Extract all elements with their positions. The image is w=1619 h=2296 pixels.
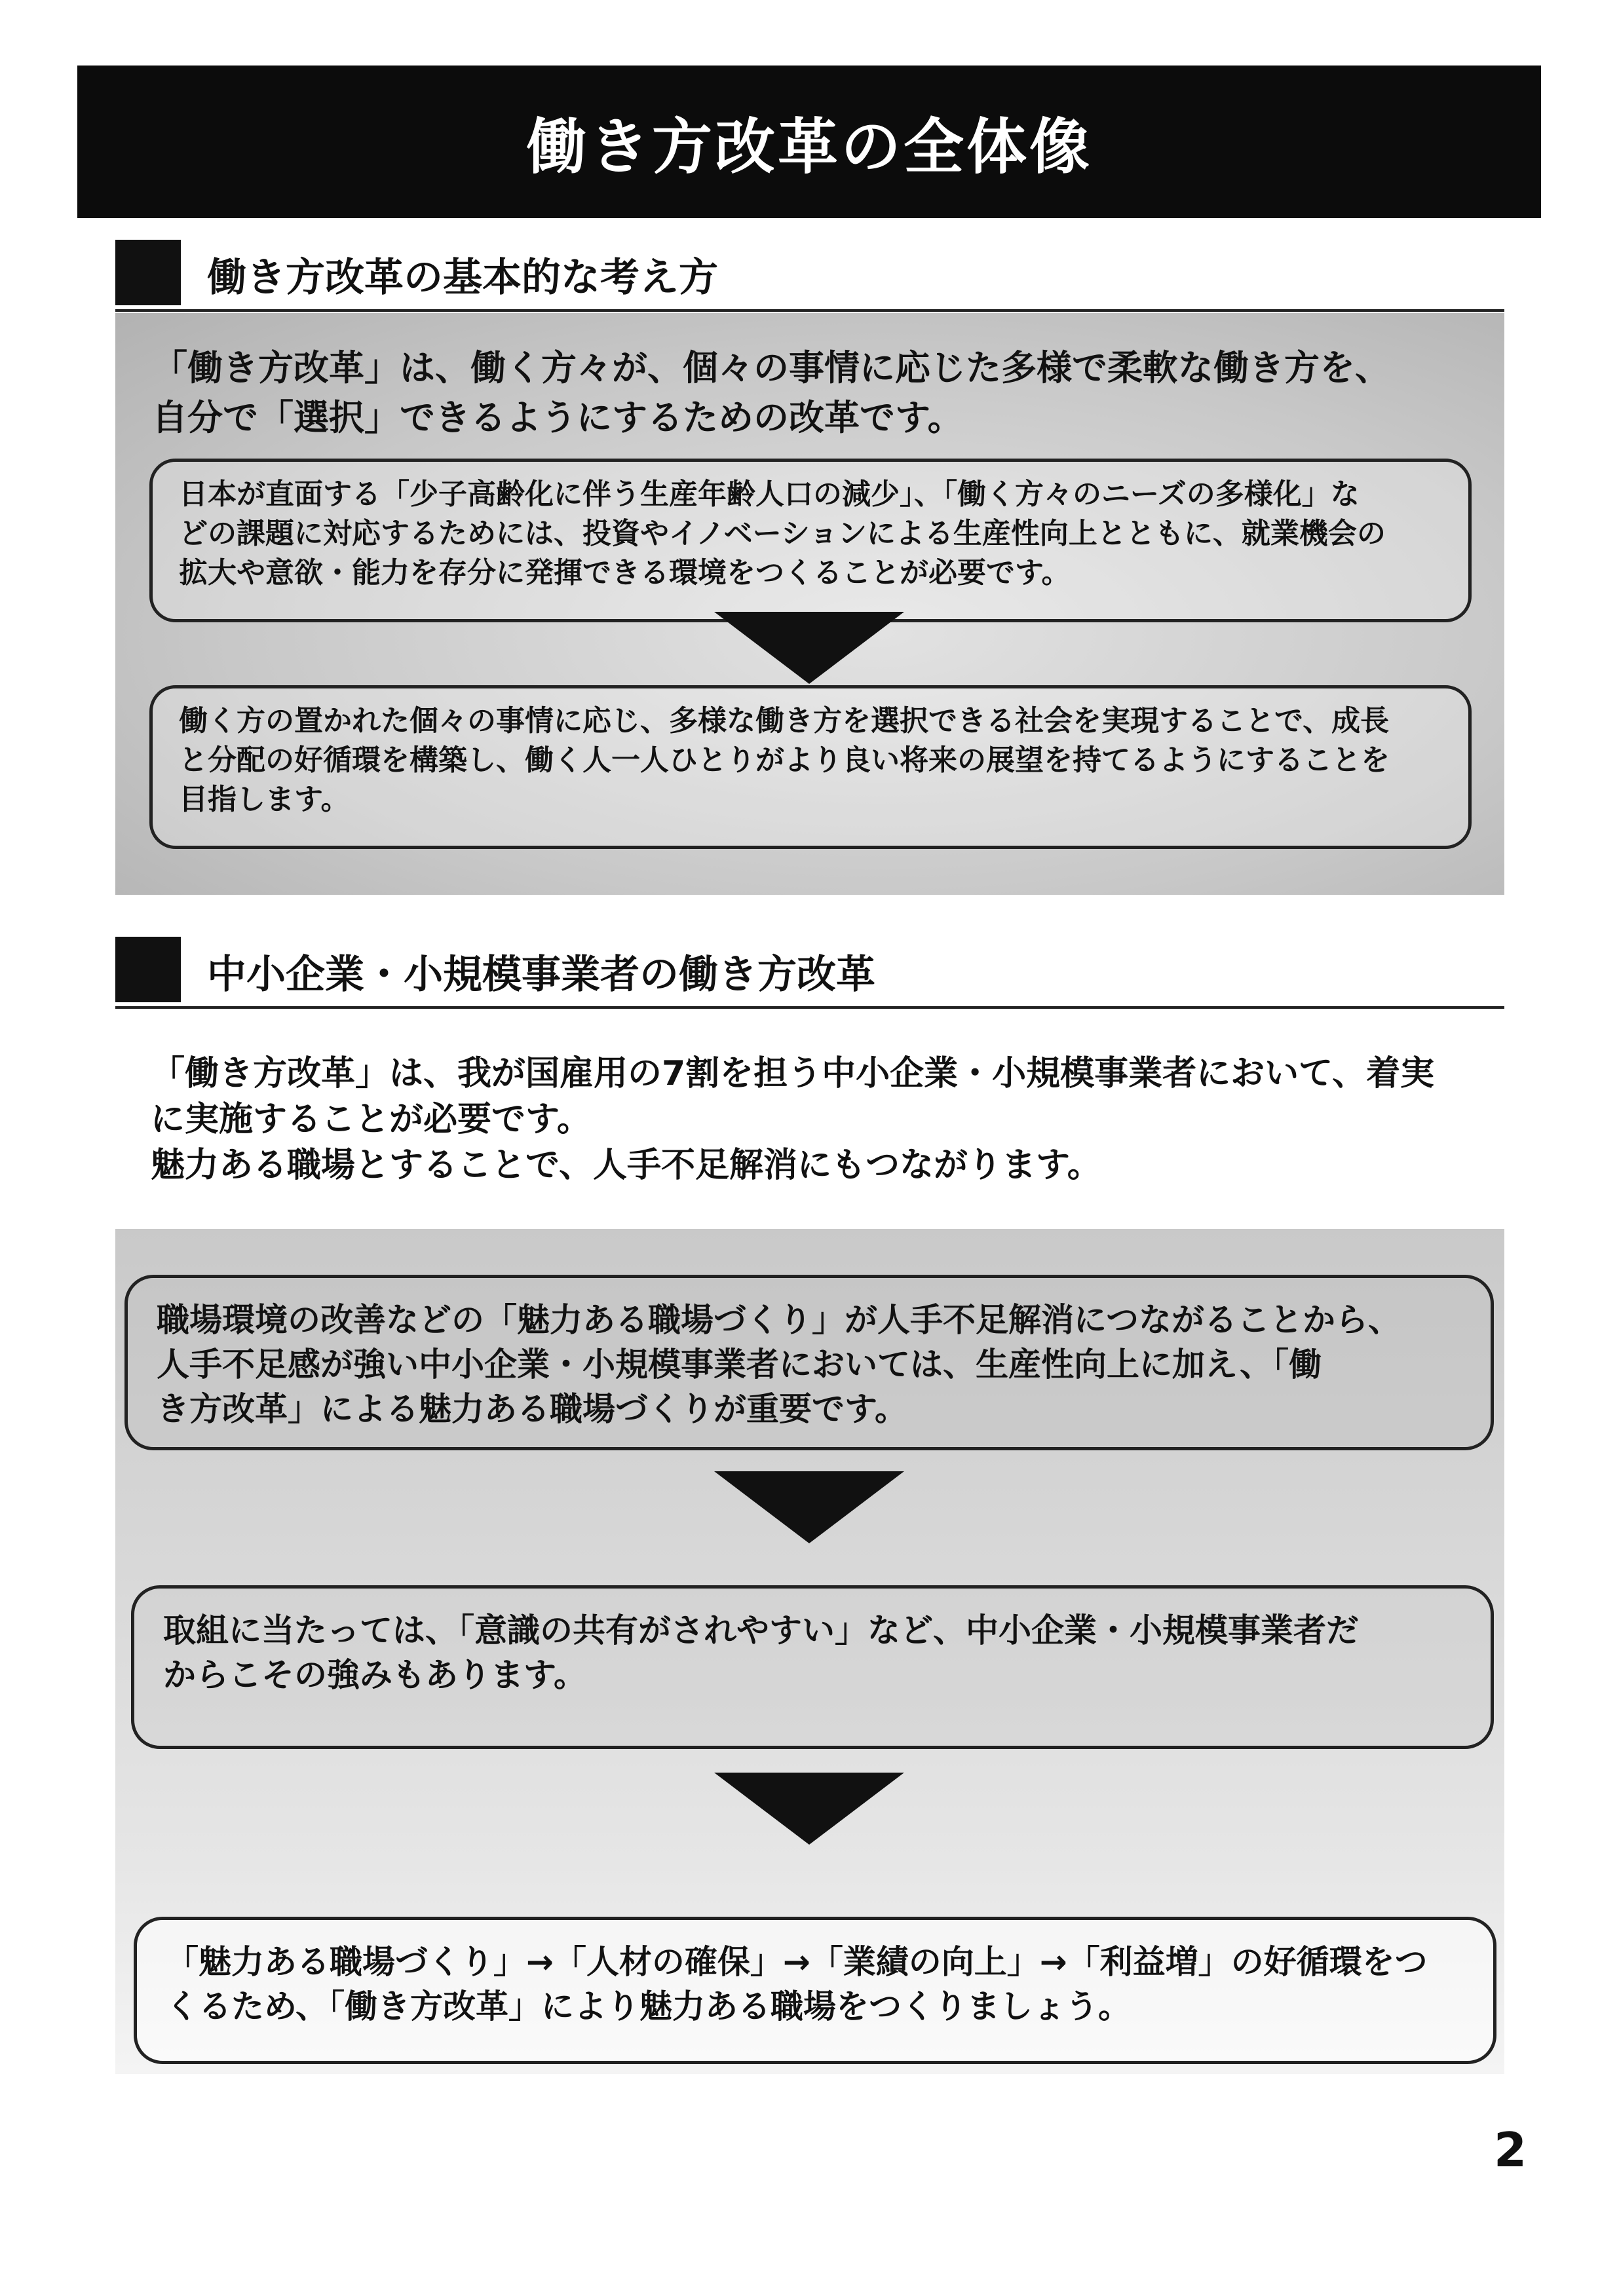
sme-flow-panel bbox=[115, 1229, 1504, 2074]
section-marker-square bbox=[115, 240, 181, 305]
down-arrow-icon bbox=[714, 1471, 904, 1543]
section-underline bbox=[115, 1006, 1504, 1009]
box-line: 目指します。 bbox=[179, 783, 350, 816]
sme-intro-text bbox=[151, 1051, 1500, 1188]
section-heading-text: 中小企業・小規模事業者の働き方改革 bbox=[207, 952, 875, 998]
lead-line: 「働き方改革」は、働く方々が、個々の事情に応じた多様で柔軟な働き方を、 bbox=[152, 347, 1390, 388]
box-line: 取組に当たっては、「意識の共有がされやすい」など、中小企業・小規模事業者だ bbox=[163, 1611, 1359, 1649]
box-line: くるため、「働き方改革」により魅力ある職場をつくりましょう。 bbox=[166, 1987, 1131, 2025]
goal-box bbox=[149, 685, 1472, 849]
box-line: き方改革」による魅力ある職場づくりが重要です。 bbox=[157, 1390, 907, 1428]
basic-concept-lead bbox=[152, 343, 1476, 443]
attractive-workplace-box bbox=[124, 1275, 1494, 1450]
down-arrow-icon bbox=[714, 1773, 904, 1845]
box-line: 働く方の置かれた個々の事情に応じ、多様な働き方を選択できる社会を実現することで、成長 bbox=[179, 704, 1390, 738]
box-line: 日本が直面する「少子高齢化に伴う生産年齢人口の減少」、「働く方々のニーズの多様化」な bbox=[179, 478, 1360, 511]
virtuous-cycle-box bbox=[134, 1917, 1496, 2064]
box-line: 人手不足感が強い中小企業・小規模事業者においては、生産性向上に加え、「働 bbox=[157, 1346, 1322, 1383]
section-heading-sme-reform bbox=[115, 937, 1504, 1009]
box-line: と分配の好循環を構築し、働く人一人ひとりがより良い将来の展望を持てるようにすることを bbox=[179, 743, 1390, 777]
box-line: 職場環境の改善などの「魅力ある職場づくり」が人手不足解消につながることから、 bbox=[157, 1301, 1401, 1339]
intro-line: 魅力ある職場とすることで、人手不足解消にもつながります。 bbox=[151, 1146, 1101, 1185]
page-title-text: 働き方改革の全体像 bbox=[525, 111, 1092, 182]
page-title bbox=[77, 66, 1541, 218]
box-line: 拡大や意欲・能力を存分に発揮できる環境をつくることが必要です。 bbox=[179, 556, 1071, 590]
lead-line: 自分で「選択」できるようにするための改革です。 bbox=[152, 397, 963, 438]
basic-concept-panel bbox=[115, 313, 1504, 895]
section-underline bbox=[115, 309, 1504, 312]
section-heading-text: 働き方改革の基本的な考え方 bbox=[207, 255, 718, 301]
box-line: どの課題に対応するためには、投資やイノベーションによる生産性向上とともに、就業機会の bbox=[179, 517, 1386, 550]
challenge-box bbox=[149, 459, 1472, 622]
sme-strength-box bbox=[131, 1585, 1494, 1749]
section-marker-square bbox=[115, 937, 181, 1002]
page-number: 2 bbox=[1494, 2122, 1527, 2177]
intro-line: 「働き方改革」は、我が国雇用の7割を担う中小企業・小規模事業者において、着実 bbox=[151, 1054, 1435, 1093]
box-line: からこその強みもあります。 bbox=[163, 1656, 586, 1694]
intro-line: に実施することが必要です。 bbox=[151, 1100, 591, 1139]
down-arrow-icon bbox=[714, 612, 904, 684]
box-line: 「魅力ある職場づくり」→「人材の確保」→「業績の向上」→「利益増」の好循環をつ bbox=[166, 1943, 1428, 1981]
section-heading-basic-concept bbox=[115, 240, 1504, 312]
